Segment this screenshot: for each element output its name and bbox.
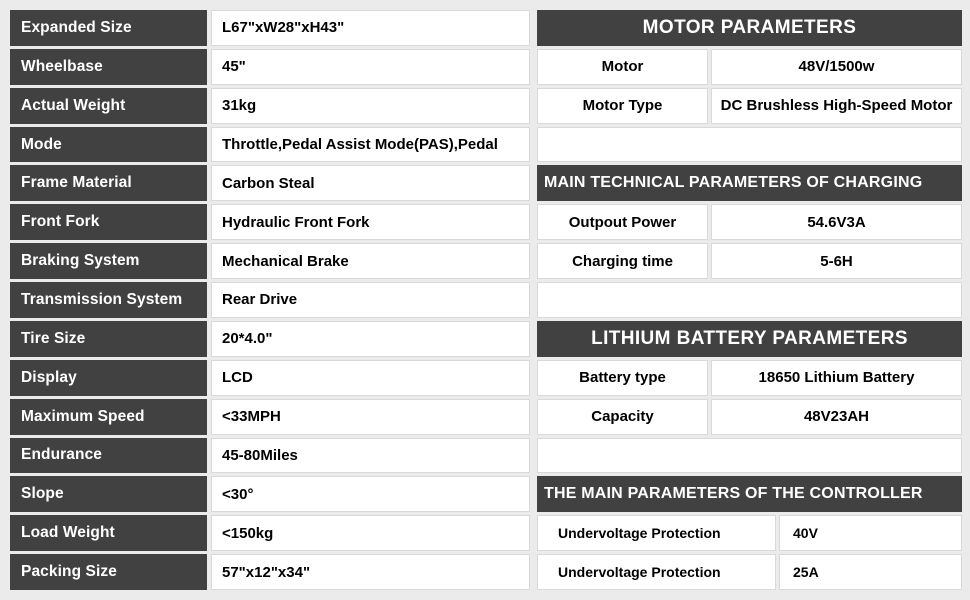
- spec-value: 45": [211, 49, 530, 85]
- spec-value: Carbon Steal: [211, 165, 530, 201]
- param-label: Battery type: [537, 360, 708, 396]
- table-row: [10, 399, 530, 435]
- spec-label: Packing Size: [10, 554, 207, 590]
- table-row: [10, 165, 530, 201]
- spec-value: 31kg: [211, 88, 530, 124]
- section-header-battery: LITHIUM BATTERY PARAMETERS: [537, 321, 962, 357]
- param-label: Capacity: [537, 399, 708, 435]
- spec-value: <30°: [211, 476, 530, 512]
- spec-value: Rear Drive: [211, 282, 530, 318]
- param-value: 48V/1500w: [711, 49, 962, 85]
- spec-value: <33MPH: [211, 399, 530, 435]
- table-row: [10, 554, 530, 590]
- table-row: [10, 49, 530, 85]
- table-row: [10, 476, 530, 512]
- table-row: [10, 438, 530, 474]
- spec-label: Tire Size: [10, 321, 207, 357]
- param-value: 25A: [779, 554, 962, 590]
- table-row: [537, 49, 962, 85]
- table-row: [10, 243, 530, 279]
- spec-value: <150kg: [211, 515, 530, 551]
- param-label: Undervoltage Protection: [537, 554, 776, 590]
- spec-label: Mode: [10, 127, 207, 163]
- spec-label: Front Fork: [10, 204, 207, 240]
- table-row: [10, 360, 530, 396]
- param-value: 40V: [779, 515, 962, 551]
- spec-table: [10, 10, 530, 590]
- spec-label: Load Weight: [10, 515, 207, 551]
- table-row: [10, 127, 530, 163]
- table-row: [537, 243, 962, 279]
- spec-label: Expanded Size: [10, 10, 207, 46]
- table-row: [10, 321, 530, 357]
- table-row: [10, 515, 530, 551]
- spec-label: Actual Weight: [10, 88, 207, 124]
- spec-label: Transmission System: [10, 282, 207, 318]
- spec-value: 20*4.0": [211, 321, 530, 357]
- param-value: DC Brushless High-Speed Motor: [711, 88, 962, 124]
- param-value: 5-6H: [711, 243, 962, 279]
- param-label: Motor Type: [537, 88, 708, 124]
- spacer-row: [537, 282, 962, 318]
- param-label: Motor: [537, 49, 708, 85]
- param-value: 18650 Lithium Battery: [711, 360, 962, 396]
- spec-label: Braking System: [10, 243, 207, 279]
- table-row: [537, 360, 962, 396]
- spacer-row: [537, 438, 962, 474]
- param-label: Outpout Power: [537, 204, 708, 240]
- spec-label: Slope: [10, 476, 207, 512]
- spec-value: Hydraulic Front Fork: [211, 204, 530, 240]
- parameter-sections: [537, 10, 962, 590]
- table-row: [10, 88, 530, 124]
- spec-label: Maximum Speed: [10, 399, 207, 435]
- table-row: [537, 204, 962, 240]
- spec-label: Frame Material: [10, 165, 207, 201]
- spec-value: 45-80Miles: [211, 438, 530, 474]
- table-row: [10, 10, 530, 46]
- spec-value: Mechanical Brake: [211, 243, 530, 279]
- table-row: [10, 282, 530, 318]
- spacer-row: [537, 127, 962, 163]
- table-row: [537, 399, 962, 435]
- param-label: Charging time: [537, 243, 708, 279]
- spec-label: Wheelbase: [10, 49, 207, 85]
- section-header-controller: THE MAIN PARAMETERS OF THE CONTROLLER: [537, 476, 962, 512]
- spec-label: Display: [10, 360, 207, 396]
- table-row: [537, 515, 962, 551]
- section-header-motor: MOTOR PARAMETERS: [537, 10, 962, 46]
- spec-value: LCD: [211, 360, 530, 396]
- spec-value: L67"xW28"xH43": [211, 10, 530, 46]
- section-header-charging: MAIN TECHNICAL PARAMETERS OF CHARGING: [537, 165, 962, 201]
- spec-value: Throttle,Pedal Assist Mode(PAS),Pedal: [211, 127, 530, 163]
- param-value: 48V23AH: [711, 399, 962, 435]
- table-row: [537, 88, 962, 124]
- spec-value: 57"x12"x34": [211, 554, 530, 590]
- param-label: Undervoltage Protection: [537, 515, 776, 551]
- table-row: [10, 204, 530, 240]
- spec-label: Endurance: [10, 438, 207, 474]
- param-value: 54.6V3A: [711, 204, 962, 240]
- table-row: [537, 554, 962, 590]
